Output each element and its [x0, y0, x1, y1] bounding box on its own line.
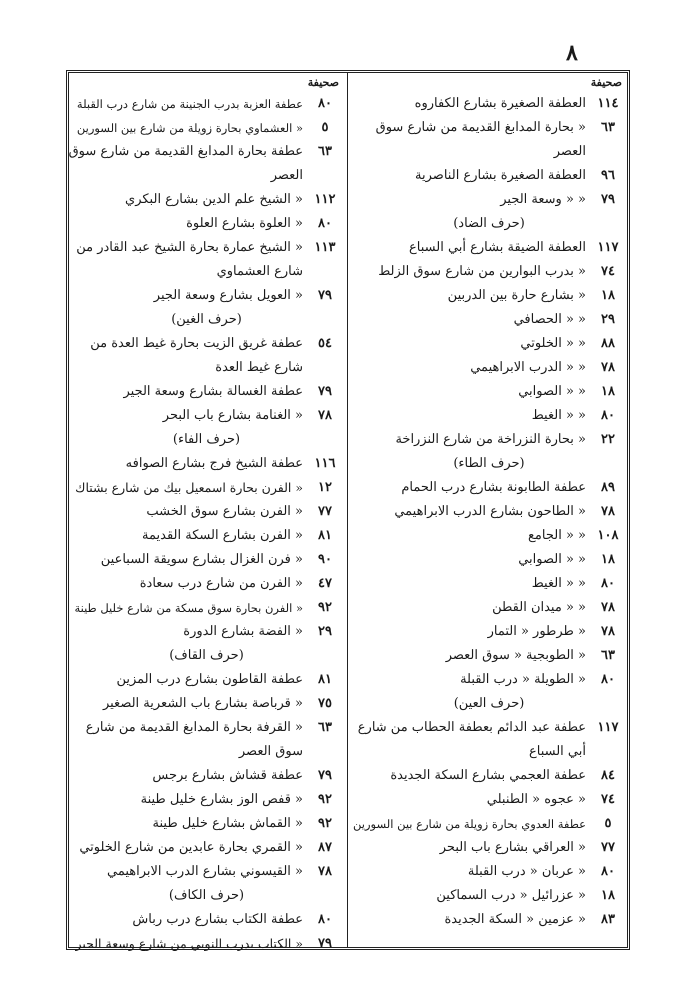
page-ref: ٧٨: [318, 864, 332, 879]
page-ref: ٨٣: [601, 912, 615, 927]
entry-text: « الفرن بحارة اسمعيل بيك من شارع بشتاك: [75, 480, 303, 495]
entry-text: « عجوه « الطنبلي: [486, 792, 586, 807]
section-heading: (حرف الفاء): [172, 432, 241, 447]
index-entry: [68, 716, 345, 764]
page-ref: ٨٨: [601, 336, 615, 351]
index-entry: [350, 236, 628, 260]
page-ref: ١١٧: [597, 720, 619, 735]
page-ref: ١٨: [601, 888, 615, 903]
index-entry: [350, 908, 628, 932]
entry-text: عطفة غريق الزيت بحارة غيط العدة من شارع غيط العدة: [90, 336, 303, 375]
page-ref: ١١٤: [597, 96, 619, 111]
index-entry: [350, 764, 628, 788]
page-ref: ٨٠: [318, 912, 332, 927]
page-ref: ٥: [604, 816, 612, 831]
page-ref: ٧٧: [601, 840, 615, 855]
page-ref: ٤٧: [318, 576, 332, 591]
entry-text: « « الخلوتي: [520, 336, 586, 351]
entry-text: « العويل بشارع وسعة الجير: [153, 288, 303, 303]
index-entry: [350, 572, 628, 596]
index-entry: [68, 812, 345, 836]
right-column-rows: [350, 92, 628, 932]
page-ref: ٩٢: [318, 816, 332, 831]
index-entry: [350, 380, 628, 404]
page-ref: ١٨: [601, 552, 615, 567]
page-ref: ١١٦: [314, 456, 336, 471]
page-ref: ٨٠: [601, 576, 615, 591]
section-heading: (حرف الضاد): [453, 216, 525, 231]
entry-text: « الشيخ عمارة بحارة الشيخ عبد القادر من شارع العشماوي: [76, 240, 303, 279]
entry-text: عطفة الشيخ فرج بشارع الصوافه: [125, 456, 303, 471]
index-entry: [68, 620, 345, 644]
index-entry: [68, 908, 345, 932]
page-ref: ١١٢: [314, 192, 336, 207]
index-entry: [68, 476, 345, 500]
section-heading: (حرف القاف): [169, 648, 244, 663]
entry-text: « العلوة بشارع العلوة: [186, 216, 303, 231]
entry-text: « « وسعة الجير: [500, 192, 586, 207]
page-ref: ٨٠: [601, 408, 615, 423]
page-ref: ٧٨: [601, 504, 615, 519]
entry-text: « الفرن من شارع درب سعادة: [139, 576, 303, 591]
index-entry: [350, 116, 628, 164]
entry-text: « طرطور « التمار: [487, 624, 586, 639]
index-entry: [68, 596, 345, 620]
entry-text: « فرن الغزال بشارع سويقة السباعين: [100, 552, 303, 567]
entry-text: العطفة الصغيرة بشارع الناصرية: [415, 168, 586, 183]
page-ref: ٥٤: [318, 336, 332, 351]
index-entry: [350, 524, 628, 548]
entry-text: « « الغيط: [531, 408, 586, 423]
entry-text: عطفة الطابونة بشارع درب الحمام: [401, 480, 586, 495]
index-entry: [68, 236, 345, 284]
page-ref: ٧٩: [318, 936, 332, 951]
page-ref: ٧٥: [318, 696, 332, 711]
entry-text: « « الدرب الابراهيمي: [470, 360, 586, 375]
entry-text: « عربان « درب القبلة: [467, 864, 586, 879]
entry-text: « بحارة النزراخة من شارع النزراخة: [395, 432, 586, 447]
page-ref: ٨٤: [601, 768, 615, 783]
right-column-header: صحيفة: [590, 76, 622, 89]
page-ref: ٧٨: [601, 360, 615, 375]
index-entry: [68, 284, 345, 308]
index-entry: [350, 332, 628, 356]
entry-text: عطفة الكتاب بشارع درب رباش: [132, 912, 303, 927]
index-entry: [68, 140, 345, 188]
page-ref: ٦٣: [318, 144, 332, 159]
index-entry: [350, 500, 628, 524]
index-entry: [350, 476, 628, 500]
index-entry: [350, 404, 628, 428]
entry-text: « الفضة بشارع الدورة: [183, 624, 303, 639]
page-ref: ٨١: [318, 672, 332, 687]
page-ref: ١٨: [601, 288, 615, 303]
index-entry: [68, 92, 345, 116]
page-ref: ١٨: [601, 384, 615, 399]
page-ref: ٩٢: [318, 600, 332, 615]
page-ref: ٦٣: [601, 648, 615, 663]
index-entry: [68, 500, 345, 524]
entry-text: عطفة العجمي بشارع السكة الجديدة: [390, 768, 586, 783]
index-entry: [350, 92, 628, 116]
entry-text: « « الغيط: [531, 576, 586, 591]
page-ref: ٧٩: [318, 768, 332, 783]
page-ref: ٢٩: [601, 312, 615, 327]
index-entry: [68, 932, 345, 956]
page-ref: ٨١: [318, 528, 332, 543]
page-ref: ١١٧: [597, 240, 619, 255]
entry-text: « « الجامع: [528, 528, 586, 543]
page-ref: ٨٠: [318, 96, 332, 111]
index-entry: [350, 716, 628, 764]
page-ref: ٩٢: [318, 792, 332, 807]
index-entry: [350, 308, 628, 332]
left-column-header: صحيفة: [307, 76, 339, 89]
entry-text: « الطوبجية « سوق العصر: [445, 648, 586, 663]
index-entry: [350, 284, 628, 308]
index-entry: [350, 548, 628, 572]
entry-text: عطفة عبد الدائم بعطفة الحطاب من شارع أبي السباع: [357, 720, 586, 759]
entry-text: « « ميدان القطن: [492, 600, 586, 615]
index-entry: [350, 860, 628, 884]
index-entry: [68, 764, 345, 788]
index-entry: [68, 332, 345, 380]
index-entry: [68, 404, 345, 428]
entry-text: « العشماوي بحارة زويلة من شارع بين السورين: [76, 121, 303, 135]
entry-text: « « الصوابي: [518, 552, 586, 567]
entry-text: « الفرن بشارع السكة القديمة: [142, 528, 303, 543]
index-entry: [68, 116, 345, 140]
entry-text: « بحارة المدابغ القديمة من شارع سوق العصر: [375, 120, 586, 159]
section-heading: (حرف العين): [453, 696, 525, 711]
page-ref: ٨٠: [318, 216, 332, 231]
entry-text: « القرفة بحارة المدابغ القديمة من شارع سوق العصر: [85, 720, 303, 759]
index-entry: [68, 212, 345, 236]
entry-text: « عزرائيل « درب السماكين: [436, 888, 586, 903]
page-ref: ٧٩: [601, 192, 615, 207]
section-heading: (حرف الكاف): [168, 888, 245, 903]
index-entry: [350, 668, 628, 692]
index-entry: [68, 548, 345, 572]
page-ref: ٧٨: [601, 624, 615, 639]
index-entry: [350, 884, 628, 908]
index-entry: [350, 164, 628, 188]
page-ref: ٨٧: [318, 840, 332, 855]
entry-text: « الشيخ علم الدين بشارع البكري: [125, 192, 303, 207]
page-ref: ٧٤: [601, 264, 615, 279]
page-ref: ٢٢: [601, 432, 615, 447]
index-entry: [350, 356, 628, 380]
page-ref: ٩٦: [601, 168, 615, 183]
entry-text: « « الحصافي: [513, 312, 586, 327]
index-entry: [68, 836, 345, 860]
page-ref: ٦٣: [318, 720, 332, 735]
index-entry: [350, 788, 628, 812]
index-entry: [68, 860, 345, 884]
entry-text: « قفص الوز بشارع خليل طينة: [140, 792, 303, 807]
section-heading: (حرف الطاء): [453, 456, 525, 471]
entry-text: « قرباصة بشارع باب الشعرية الصغير: [102, 696, 303, 711]
entry-text: عطفة القاطون بشارع درب المزين: [116, 672, 303, 687]
index-entry: [350, 812, 628, 836]
index-entry: [68, 572, 345, 596]
page-ref: ٧٩: [318, 384, 332, 399]
entry-text: « بدرب البوارين من شارع سوق الزلط: [378, 264, 586, 279]
left-column: [68, 76, 345, 956]
entry-text: « الكتاب بدرب النوبي من شارع وسعة الجير: [75, 936, 303, 951]
entry-text: عطفة الغسالة بشارع وسعة الجير: [123, 384, 303, 399]
entry-text: « العراقي بشارع باب البحر: [439, 840, 586, 855]
page-ref: ٧٩: [318, 288, 332, 303]
page-number: ٨: [566, 40, 578, 66]
page-ref: ٥: [321, 120, 329, 135]
entry-text: العطفة الصغيرة بشارع الكفاروه: [414, 96, 586, 111]
index-entry: [350, 620, 628, 644]
page-ref: ٧٨: [318, 408, 332, 423]
page-ref: ٢٩: [318, 624, 332, 639]
page-ref: ٨٠: [601, 864, 615, 879]
entry-text: « القيسوني بشارع الدرب الابراهيمي: [106, 864, 303, 879]
entry-text: عطفة العزبة بدرب الجنينة من شارع درب القبلة: [76, 97, 303, 111]
index-entry: [68, 668, 345, 692]
index-entry: [68, 692, 345, 716]
index-entry: [68, 380, 345, 404]
page-ref: ٧٨: [601, 600, 615, 615]
index-entry: [68, 524, 345, 548]
entry-text: « الغنامة بشارع باب البحر: [162, 408, 303, 423]
index-entry: [350, 260, 628, 284]
entry-text: العطفة الضيقة بشارع أبي السباع: [409, 240, 586, 255]
index-entry: [350, 188, 628, 212]
entry-text: « « الصوابي: [518, 384, 586, 399]
entry-text: عطفة قشاش بشارع برجس: [152, 768, 303, 783]
entry-text: « الطويلة « درب القبلة: [460, 672, 586, 687]
page-ref: ١٢: [318, 480, 332, 495]
entry-text: « بشارع حارة بين الدربين: [447, 288, 586, 303]
entry-text: « القماش بشارع خليل طينة: [152, 816, 303, 831]
page-ref: ٨٩: [601, 480, 615, 495]
index-entry: [68, 788, 345, 812]
index-entry: [350, 428, 628, 452]
entry-text: « الطاحون بشارع الدرب الابراهيمي: [394, 504, 586, 519]
index-entry: [350, 596, 628, 620]
page-ref: ٨٠: [601, 672, 615, 687]
column-divider: [347, 72, 348, 948]
page-ref: ١١٣: [314, 240, 336, 255]
index-entry: [350, 644, 628, 668]
right-column: [350, 76, 628, 932]
page-ref: ٦٣: [601, 120, 615, 135]
index-entry: [68, 188, 345, 212]
page-ref: ٧٤: [601, 792, 615, 807]
section-heading: (حرف الغين): [171, 312, 242, 327]
entry-text: « عزمين « السكة الجديدة: [444, 912, 586, 927]
page-ref: ٧٧: [318, 504, 332, 519]
entry-text: عطفة بحارة المدابغ القديمة من شارع سوق العصر: [68, 144, 303, 183]
index-entry: [350, 836, 628, 860]
index-entry: [68, 452, 345, 476]
page-ref: ١٠٨: [597, 528, 619, 543]
entry-text: « الفرن بحارة سوق مسكة من شارع خليل طينة: [74, 601, 303, 615]
left-column-rows: [68, 92, 345, 956]
page-ref: ٩٠: [318, 552, 332, 567]
entry-text: عطفة العدوي بحارة زويلة من شارع بين السورين: [353, 817, 586, 831]
entry-text: « القمري بحارة عابدين من شارع الخلوتي: [79, 840, 303, 855]
entry-text: « الفرن بشارع سوق الخشب: [146, 504, 303, 519]
